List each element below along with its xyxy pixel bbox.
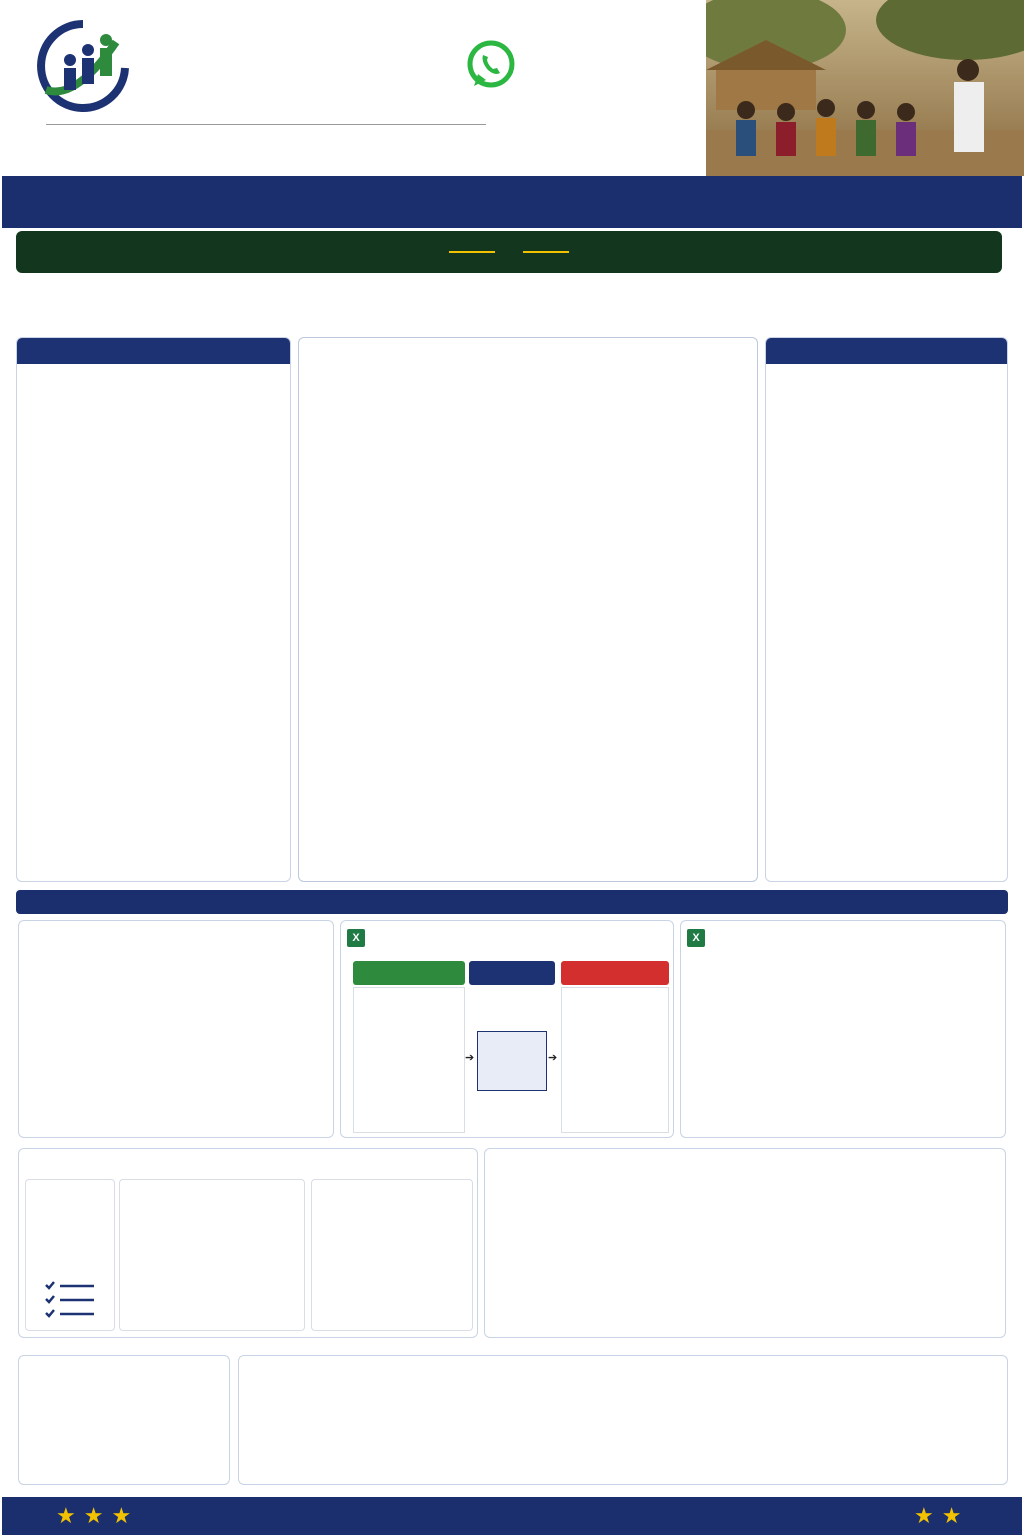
count-card bbox=[25, 1179, 115, 1331]
community-photo bbox=[706, 0, 1024, 176]
footer-banner bbox=[2, 1497, 1022, 1535]
process-title bbox=[17, 338, 290, 364]
dashboard-panel bbox=[18, 1148, 478, 1338]
excel-icon: X bbox=[687, 929, 705, 947]
whatsapp-icon bbox=[466, 40, 516, 90]
influence-panel bbox=[680, 920, 1006, 1138]
problem-list-panel bbox=[18, 920, 334, 1138]
category-card bbox=[119, 1179, 305, 1331]
logo bbox=[36, 20, 131, 112]
tools-section bbox=[765, 337, 1008, 882]
subtitle-dash-left bbox=[449, 251, 495, 253]
tagline-divider bbox=[46, 124, 486, 125]
matrix-h-effects bbox=[561, 961, 669, 985]
excel-icon: X bbox=[347, 929, 365, 947]
main-title bbox=[2, 176, 1022, 228]
checklist-icon bbox=[44, 1280, 98, 1320]
arrow-right-icon: ➔ bbox=[548, 1052, 558, 1064]
tools-title bbox=[766, 338, 1007, 364]
star-icon: ★★ bbox=[914, 1503, 970, 1528]
excel-title bbox=[16, 890, 1008, 914]
plan-panel bbox=[484, 1148, 1006, 1338]
deliverables-panel bbox=[18, 1355, 230, 1485]
process-section bbox=[16, 337, 291, 882]
tree-section bbox=[298, 337, 758, 882]
category-pie bbox=[128, 1214, 228, 1314]
matrix-panel bbox=[340, 920, 674, 1138]
subtitle-dash-right bbox=[523, 251, 569, 253]
gravity-card bbox=[311, 1179, 473, 1331]
subtitle-bar bbox=[16, 231, 1002, 273]
arrow-right-icon: ➔ bbox=[465, 1052, 475, 1064]
star-icon: ★★★ bbox=[56, 1503, 140, 1528]
gravity-chart bbox=[316, 1206, 466, 1326]
matrix-h-central bbox=[469, 961, 555, 985]
why-panel bbox=[238, 1355, 1008, 1485]
matrix-h-causes bbox=[353, 961, 465, 985]
matrix-central bbox=[477, 1031, 547, 1091]
